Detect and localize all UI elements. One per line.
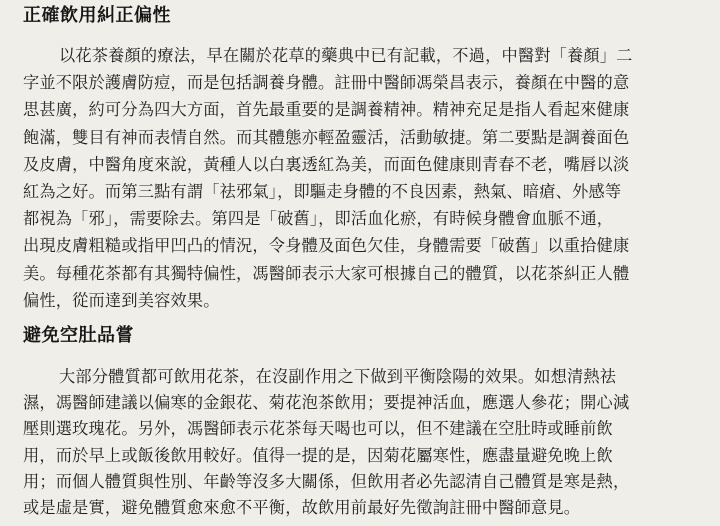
paragraph-line: 用，而於早上或飯後飲用較好。值得一提的是，因菊花屬寒性，應盡量避免晚上飲 [23,445,613,465]
section-heading-correct-drinking: 正確飲用糾正偏性 [23,5,171,26]
section-body-correct-drinking [23,42,703,314]
paragraph-line: 以花茶養顏的療法，早在關於花草的藥典中已有記載，不過，中醫對「養顏」二 [59,46,633,65]
paragraph-line: 濕，馮醫師建議以偏寒的金銀花、菊花泡茶飲用；要提神活血，應選人參花；開心減 [23,393,630,413]
paragraph-line: 紅為之好。而第三點有謂「祛邪氣」，即驅走身體的不良因素，熱氣、暗瘡、外感等 [23,181,622,201]
paragraph-line: 思甚廣，約可分為四大方面，首先最重要的是調養精神。精神充足是指人看起來健康 [23,100,630,120]
paragraph-line: 大部分體質都可飲用花茶，在沒副作用之下做到平衡陰陽的效果。如想清熱祛 [59,367,617,386]
paragraph-line: 偏性，從而達到美容效果。 [23,290,220,310]
paragraph-line: 及皮膚，中醫角度來說，黃種人以白裏透紅為美，而面色健康則青春不老，嘴唇以淡 [23,154,630,174]
paragraph-line: 出現皮膚粗糙或指甲凹凸的情況，令身體及面色欠佳，身體需要「破舊」以重拾健康 [23,236,630,256]
paragraph-line: 用；而個人體質與性別、年齡等沒多大關係，但飲用者必先認清自己體質是寒是熱， [23,471,630,491]
paragraph-line: 都視為「邪」，需要除去。第四是「破舊」，即活血化瘀，有時候身體會血脈不通， [23,209,614,229]
section-body-avoid-empty-stomach [23,364,703,521]
paragraph-line: 壓則選玫瑰花。另外，馮醫師表示花茶每天喝也可以，但不建議在空肚時或睡前飲 [23,419,613,439]
paragraph-line: 飽滿，雙目有神而表情自然。而其體態亦輕盈靈活，活動敏捷。第二要點是調養面色 [23,127,630,147]
section-heading-avoid-empty-stomach: 避免空肚品嘗 [23,325,134,346]
paragraph-line: 美。每種花茶都有其獨特偏性，馮醫師表示大家可根據自己的體質，以花茶糾正人體 [23,263,630,283]
paragraph-line: 或是虛是實，避免體質愈來愈不平衡，故飲用前最好先徵詢註冊中醫師意見。 [23,497,581,517]
paragraph-line: 字並不限於護膚防痘，而是包括調養身體。註冊中醫師馮榮昌表示，養顏在中醫的意 [23,73,630,93]
